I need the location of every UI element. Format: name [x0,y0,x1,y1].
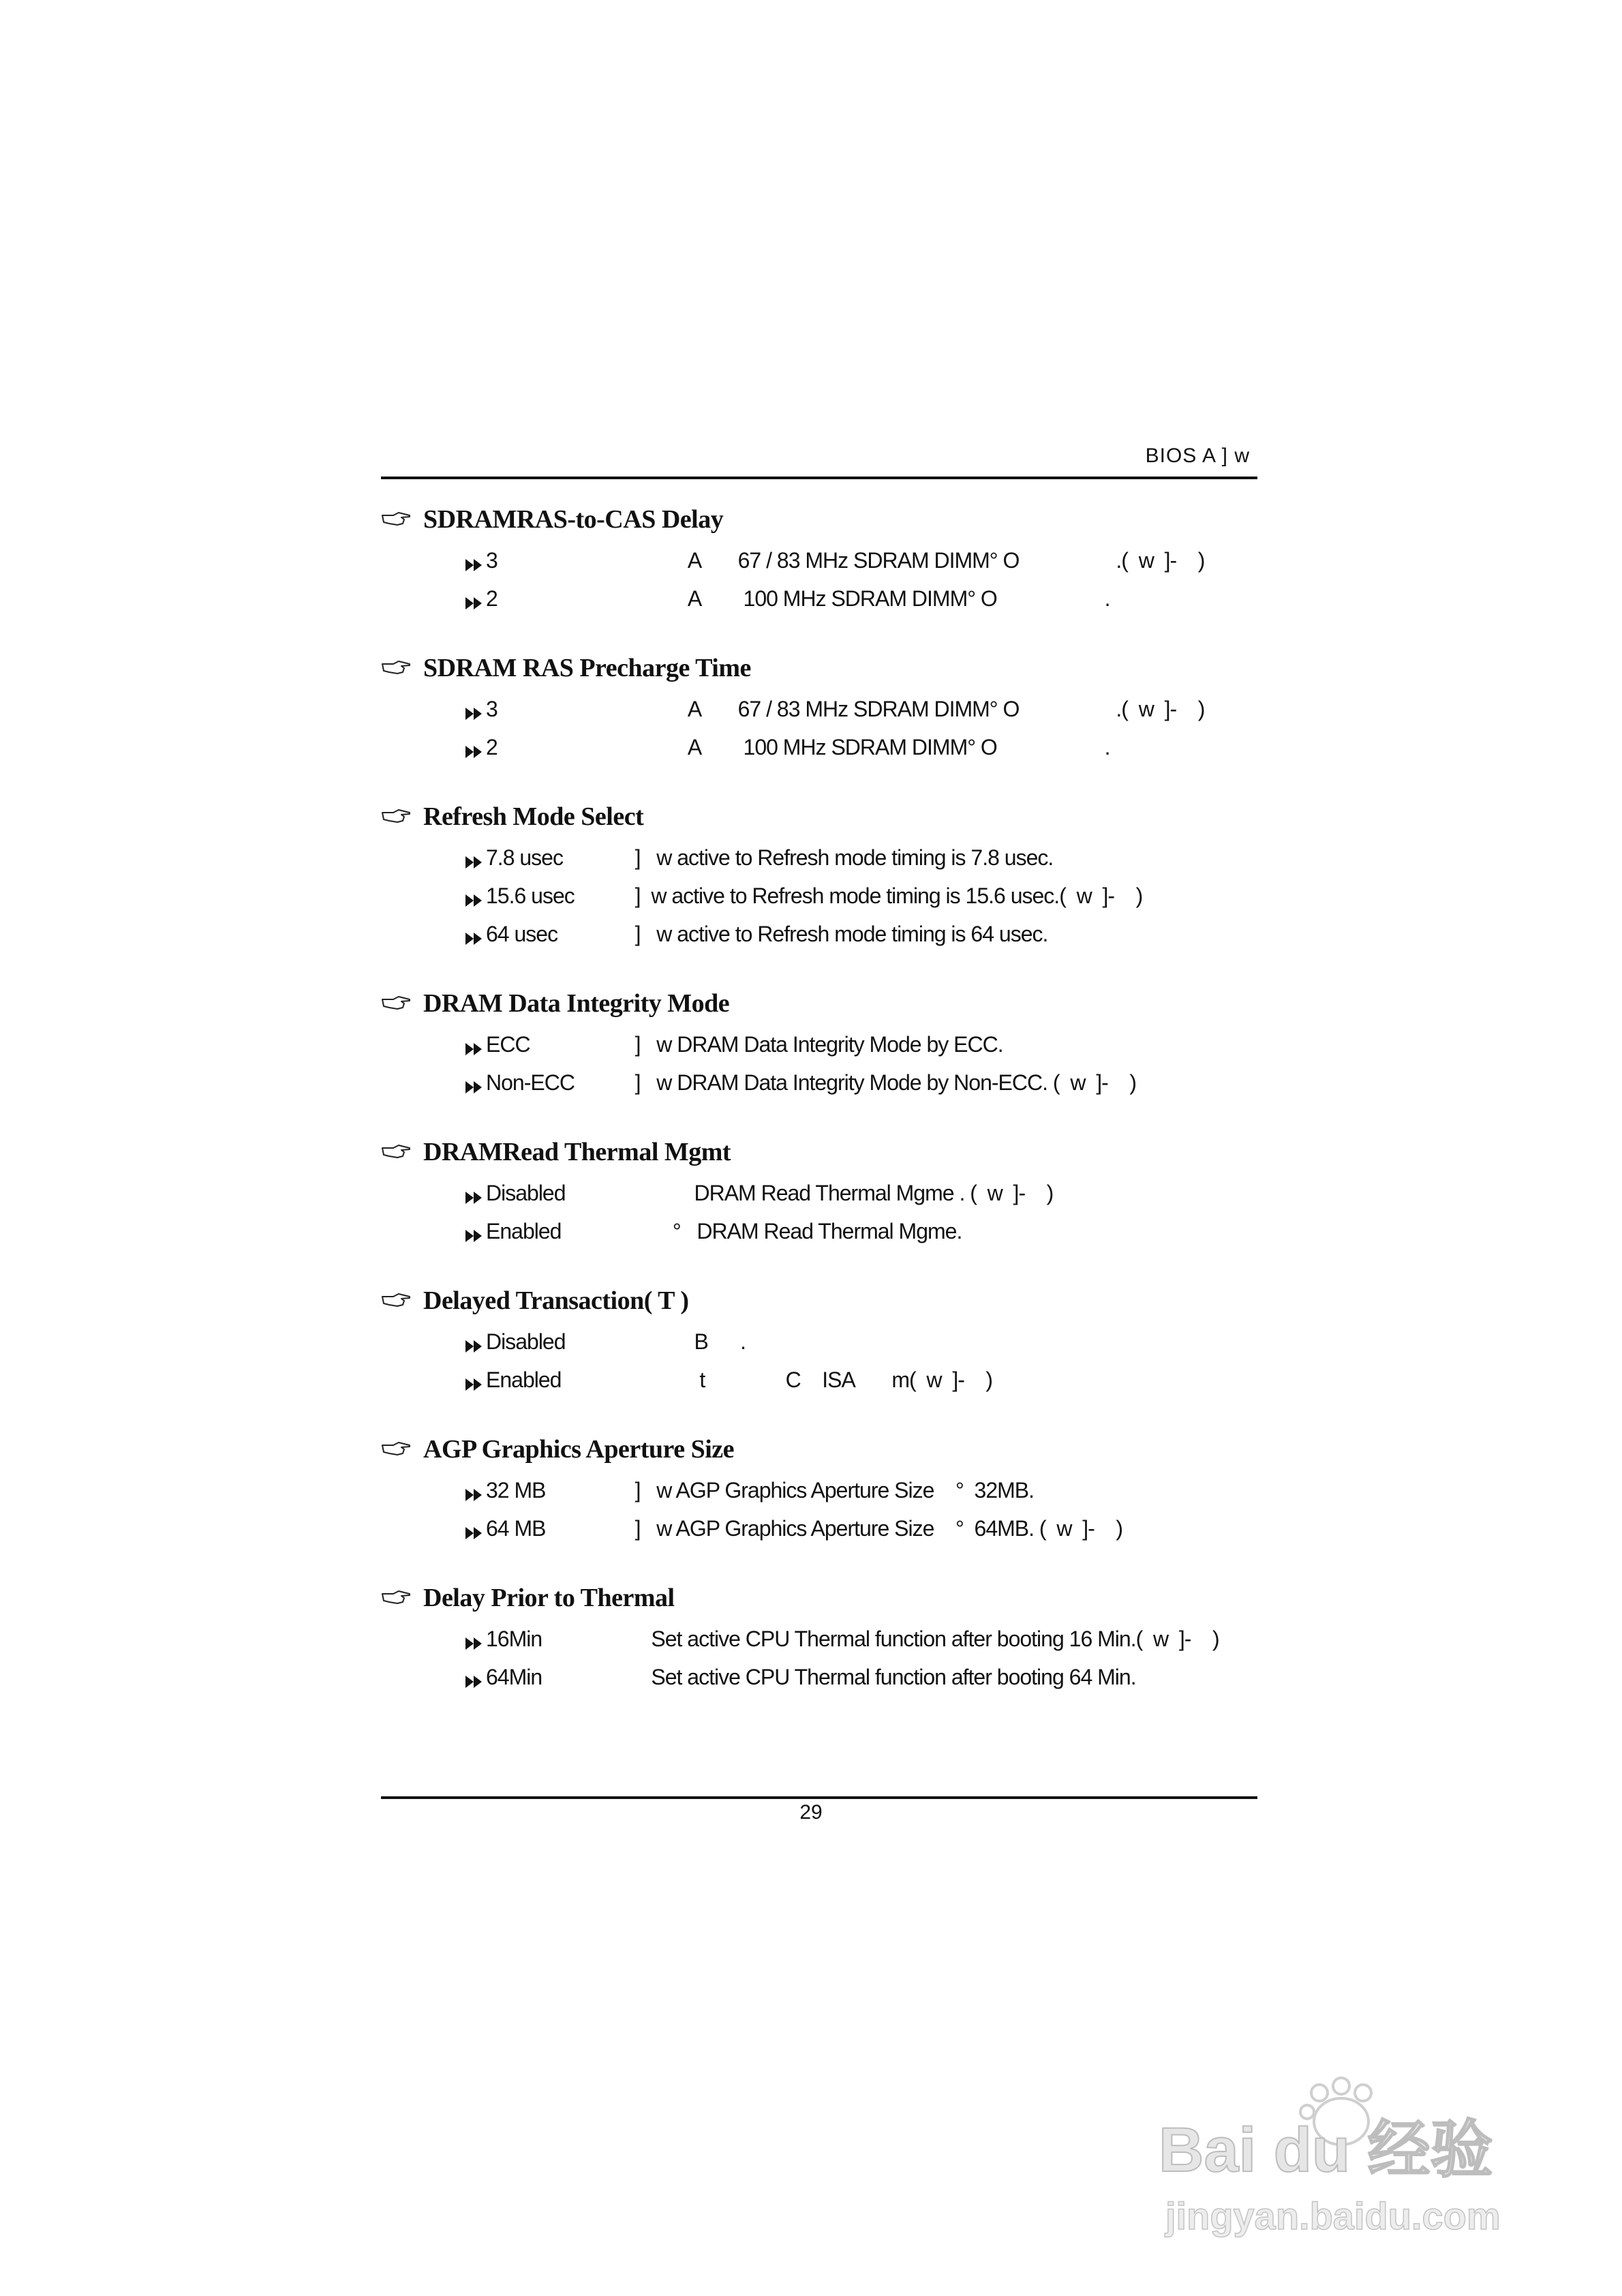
bios-section [381,1576,1257,1696]
option-value: ECC [486,1031,530,1057]
option-value: 3 [486,696,498,721]
double-arrow-icon [464,1670,485,1685]
option-row [381,1620,1257,1658]
option-description: ] w active to Refresh mode timing is 7.8 usec. [619,845,1054,870]
option-description: A 67 / 83 MHz SDRAM DIMM° O .( w ]- ) [619,547,1205,573]
watermark-logo-text: Bai du 经验 [1159,2115,1493,2185]
section-title: DRAMRead Thermal Mgmt [423,1138,731,1166]
section-heading [381,498,1257,541]
bios-section [381,1130,1257,1250]
section-title: Delayed Transaction( T ) [423,1286,689,1315]
double-arrow-icon [464,701,485,716]
section-heading [381,1130,1257,1174]
double-arrow-icon [464,591,485,606]
option-row [381,1509,1257,1547]
double-arrow-icon [464,1185,485,1200]
option-row [381,1212,1257,1250]
pointing-hand-icon [381,657,411,679]
double-arrow-icon [464,1521,485,1536]
section-heading [381,982,1257,1025]
double-arrow-icon [464,553,485,568]
option-value: 15.6 usec [486,883,575,908]
bios-section [381,1279,1257,1399]
option-row [381,1323,1257,1361]
option-row [381,877,1257,915]
option-row [381,1361,1257,1399]
option-description: B . [619,1329,746,1354]
double-arrow-icon [464,1224,485,1239]
pointing-hand-icon [381,1290,411,1312]
double-arrow-icon [464,926,485,941]
section-title: AGP Graphics Aperture Size [423,1435,734,1464]
bios-section [381,646,1257,766]
option-description: t C ISA m( w ]- ) [619,1367,993,1392]
pointing-hand-icon [381,1141,411,1163]
double-arrow-icon [464,1075,485,1090]
option-value: 16Min [486,1626,542,1651]
option-description: ] w active to Refresh mode timing is 64 usec. [619,921,1048,946]
double-arrow-icon [464,740,485,755]
bios-options-list [381,498,1257,1725]
section-heading [381,1576,1257,1620]
pointing-hand-icon [381,1587,411,1609]
section-title: Refresh Mode Select [423,802,644,831]
option-value: Enabled [486,1218,562,1243]
option-description: A 67 / 83 MHz SDRAM DIMM° O .( w ]- ) [619,696,1205,721]
option-value: Non-ECC [486,1070,575,1095]
option-row [381,690,1257,728]
option-row [381,1063,1257,1102]
option-description: ° DRAM Read Thermal Mgme. [619,1218,962,1243]
double-arrow-icon [464,888,485,903]
option-value: 7.8 usec [486,845,563,870]
option-description: ] w DRAM Data Integrity Mode by Non-ECC. ( w ]- ) [619,1070,1136,1095]
option-description: ] w AGP Graphics Aperture Size ° 64MB. ( w ]- ) [619,1515,1123,1541]
pointing-hand-icon [381,993,411,1014]
double-arrow-icon [464,850,485,865]
option-description: A 100 MHz SDRAM DIMM° O . [619,586,1110,611]
section-title: SDRAM RAS Precharge Time [423,654,751,682]
section-title: SDRAMRAS-to-CAS Delay [423,505,724,534]
option-value: 64 usec [486,921,558,946]
double-arrow-icon [464,1037,485,1052]
bios-section [381,795,1257,953]
option-row [381,915,1257,953]
option-row [381,1174,1257,1212]
option-row [381,839,1257,877]
pointing-hand-icon [381,806,411,828]
pointing-hand-icon [381,1438,411,1460]
section-title: DRAM Data Integrity Mode [423,989,730,1018]
option-value: 32 MB [486,1477,546,1502]
option-row [381,1025,1257,1063]
section-heading [381,646,1257,690]
section-title: Delay Prior to Thermal [423,1584,675,1612]
option-description: Set active CPU Thermal function after booting 64 Min. [619,1664,1136,1689]
double-arrow-icon [464,1631,485,1646]
section-heading [381,795,1257,839]
option-value: Enabled [486,1367,562,1392]
bios-section [381,1428,1257,1547]
double-arrow-icon [464,1334,485,1349]
option-row [381,579,1257,618]
double-arrow-icon [464,1372,485,1387]
footer-rule [381,1796,1257,1799]
option-description: ] w AGP Graphics Aperture Size ° 32MB. [619,1477,1035,1502]
option-description: Set active CPU Thermal function after booting 16 Min.( w ]- ) [619,1626,1219,1651]
option-description: DRAM Read Thermal Mgme . ( w ]- ) [619,1180,1054,1205]
option-description: ] w DRAM Data Integrity Mode by ECC. [619,1031,1003,1057]
section-heading [381,1428,1257,1471]
page-number: 29 [799,1801,823,1824]
option-value: Disabled [486,1329,566,1354]
option-value: Disabled [486,1180,566,1205]
option-description: ] w active to Refresh mode timing is 15.6 usec.( w ]- ) [619,883,1143,908]
pointing-hand-icon [381,509,411,530]
option-row [381,1471,1257,1509]
option-value: 64Min [486,1664,542,1689]
section-heading [381,1279,1257,1323]
bios-section [381,982,1257,1102]
watermark-url: jingyan.baidu.com [1165,2194,1501,2237]
option-value: 2 [486,586,498,611]
option-row [381,541,1257,579]
option-value: 3 [486,547,498,573]
option-description: A 100 MHz SDRAM DIMM° O . [619,734,1110,759]
option-row [381,1658,1257,1696]
double-arrow-icon [464,1483,485,1498]
running-header: BIOS A ] w [1145,444,1250,467]
bios-section [381,498,1257,618]
header-rule [381,477,1257,479]
option-row [381,728,1257,766]
baidu-jingyan-watermark [1159,2072,1540,2250]
option-value: 2 [486,734,498,759]
option-value: 64 MB [486,1515,546,1541]
